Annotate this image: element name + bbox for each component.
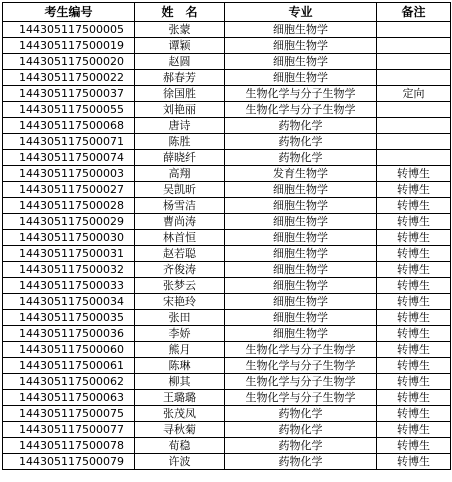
cell-name: 王璐璐 [135,390,225,406]
cell-note [377,150,451,166]
table-row [3,390,451,406]
table-row [3,422,451,438]
cell-note: 转博生 [377,406,451,422]
cell-note: 定向 [377,86,451,102]
cell-exam-id: 144305117500055 [3,102,135,118]
cell-note [377,134,451,150]
table-row [3,310,451,326]
student-table [2,2,451,470]
table-row [3,150,451,166]
table-row [3,214,451,230]
cell-name: 杨雪洁 [135,198,225,214]
cell-note: 转博生 [377,390,451,406]
table-row [3,230,451,246]
cell-major: 生物化学与分子生物学 [225,342,377,358]
cell-major: 细胞生物学 [225,70,377,86]
cell-name: 荀稳 [135,438,225,454]
cell-exam-id: 144305117500027 [3,182,135,198]
cell-exam-id: 144305117500077 [3,422,135,438]
cell-exam-id: 144305117500074 [3,150,135,166]
cell-major: 细胞生物学 [225,230,377,246]
table-row [3,454,451,470]
table-row [3,198,451,214]
cell-exam-id: 144305117500061 [3,358,135,374]
cell-note: 转博生 [377,342,451,358]
cell-exam-id: 144305117500030 [3,230,135,246]
cell-major: 细胞生物学 [225,310,377,326]
header-row [3,3,451,22]
cell-name: 刘艳丽 [135,102,225,118]
table-row [3,358,451,374]
table-row [3,438,451,454]
cell-name: 熊月 [135,342,225,358]
cell-note: 转博生 [377,182,451,198]
cell-major: 药物化学 [225,438,377,454]
cell-exam-id: 144305117500062 [3,374,135,390]
table-row [3,342,451,358]
cell-note: 转博生 [377,262,451,278]
table-row [3,134,451,150]
cell-major: 药物化学 [225,454,377,470]
cell-note: 转博生 [377,278,451,294]
cell-exam-id: 144305117500020 [3,54,135,70]
table-row [3,294,451,310]
table-row [3,182,451,198]
cell-name: 齐俊涛 [135,262,225,278]
cell-name: 张蒙 [135,22,225,38]
cell-note: 转博生 [377,422,451,438]
cell-exam-id: 144305117500022 [3,70,135,86]
cell-note: 转博生 [377,214,451,230]
cell-note [377,22,451,38]
cell-exam-id: 144305117500003 [3,166,135,182]
cell-note: 转博生 [377,230,451,246]
cell-major: 细胞生物学 [225,214,377,230]
table-row [3,86,451,102]
cell-exam-id: 144305117500019 [3,38,135,54]
cell-major: 发育生物学 [225,166,377,182]
table-row [3,326,451,342]
cell-name: 李娇 [135,326,225,342]
cell-note: 转博生 [377,198,451,214]
cell-exam-id: 144305117500034 [3,294,135,310]
cell-note [377,102,451,118]
cell-exam-id: 144305117500033 [3,278,135,294]
cell-note: 转博生 [377,454,451,470]
cell-note: 转博生 [377,166,451,182]
cell-name: 赵圆 [135,54,225,70]
cell-name: 寻秋菊 [135,422,225,438]
cell-exam-id: 144305117500071 [3,134,135,150]
table-row [3,166,451,182]
cell-major: 细胞生物学 [225,22,377,38]
cell-name: 唐诗 [135,118,225,134]
table-body [3,22,451,470]
cell-name: 陈胜 [135,134,225,150]
cell-exam-id: 144305117500036 [3,326,135,342]
cell-exam-id: 144305117500005 [3,22,135,38]
table-row [3,262,451,278]
cell-exam-id: 144305117500032 [3,262,135,278]
cell-major: 细胞生物学 [225,38,377,54]
cell-exam-id: 144305117500063 [3,390,135,406]
cell-note: 转博生 [377,294,451,310]
table-row [3,406,451,422]
cell-name: 张茂凤 [135,406,225,422]
cell-name: 柳其 [135,374,225,390]
cell-major: 细胞生物学 [225,246,377,262]
cell-name: 许波 [135,454,225,470]
header-exam-id: 考生编号 [3,3,135,22]
cell-major: 药物化学 [225,422,377,438]
table-row [3,22,451,38]
cell-name: 张田 [135,310,225,326]
cell-major: 细胞生物学 [225,278,377,294]
cell-major: 药物化学 [225,118,377,134]
cell-major: 细胞生物学 [225,326,377,342]
cell-note: 转博生 [377,326,451,342]
table-row [3,102,451,118]
cell-note: 转博生 [377,438,451,454]
table-row [3,70,451,86]
cell-major: 细胞生物学 [225,294,377,310]
cell-name: 郝春芳 [135,70,225,86]
header-note: 备注 [377,3,451,22]
cell-major: 生物化学与分子生物学 [225,358,377,374]
cell-name: 谭颖 [135,38,225,54]
table-row [3,278,451,294]
cell-note: 转博生 [377,374,451,390]
table-row [3,38,451,54]
table-row [3,118,451,134]
cell-exam-id: 144305117500035 [3,310,135,326]
cell-name: 陈琳 [135,358,225,374]
cell-note [377,70,451,86]
cell-exam-id: 144305117500029 [3,214,135,230]
cell-major: 细胞生物学 [225,182,377,198]
cell-exam-id: 144305117500068 [3,118,135,134]
cell-name: 赵若聪 [135,246,225,262]
cell-note: 转博生 [377,310,451,326]
cell-name: 曹尚涛 [135,214,225,230]
cell-note: 转博生 [377,246,451,262]
cell-major: 生物化学与分子生物学 [225,374,377,390]
cell-name: 林首恒 [135,230,225,246]
header-major: 专业 [225,3,377,22]
cell-note [377,54,451,70]
cell-major: 生物化学与分子生物学 [225,390,377,406]
cell-exam-id: 144305117500031 [3,246,135,262]
cell-exam-id: 144305117500028 [3,198,135,214]
cell-name: 薛晓纤 [135,150,225,166]
table-row [3,54,451,70]
admission-list [2,2,451,470]
cell-major: 生物化学与分子生物学 [225,86,377,102]
cell-major: 细胞生物学 [225,54,377,70]
cell-major: 细胞生物学 [225,262,377,278]
cell-major: 药物化学 [225,134,377,150]
cell-major: 细胞生物学 [225,198,377,214]
cell-name: 宋艳玲 [135,294,225,310]
cell-major: 药物化学 [225,406,377,422]
cell-name: 高翔 [135,166,225,182]
cell-note: 转博生 [377,358,451,374]
cell-exam-id: 144305117500060 [3,342,135,358]
cell-exam-id: 144305117500037 [3,86,135,102]
cell-name: 徐国胜 [135,86,225,102]
cell-exam-id: 144305117500075 [3,406,135,422]
table-row [3,374,451,390]
table-row [3,246,451,262]
cell-note [377,38,451,54]
cell-name: 吴凯昕 [135,182,225,198]
cell-exam-id: 144305117500079 [3,454,135,470]
cell-exam-id: 144305117500078 [3,438,135,454]
cell-major: 生物化学与分子生物学 [225,102,377,118]
cell-note [377,118,451,134]
cell-major: 药物化学 [225,150,377,166]
cell-name: 张梦云 [135,278,225,294]
header-name: 姓 名 [135,3,225,22]
